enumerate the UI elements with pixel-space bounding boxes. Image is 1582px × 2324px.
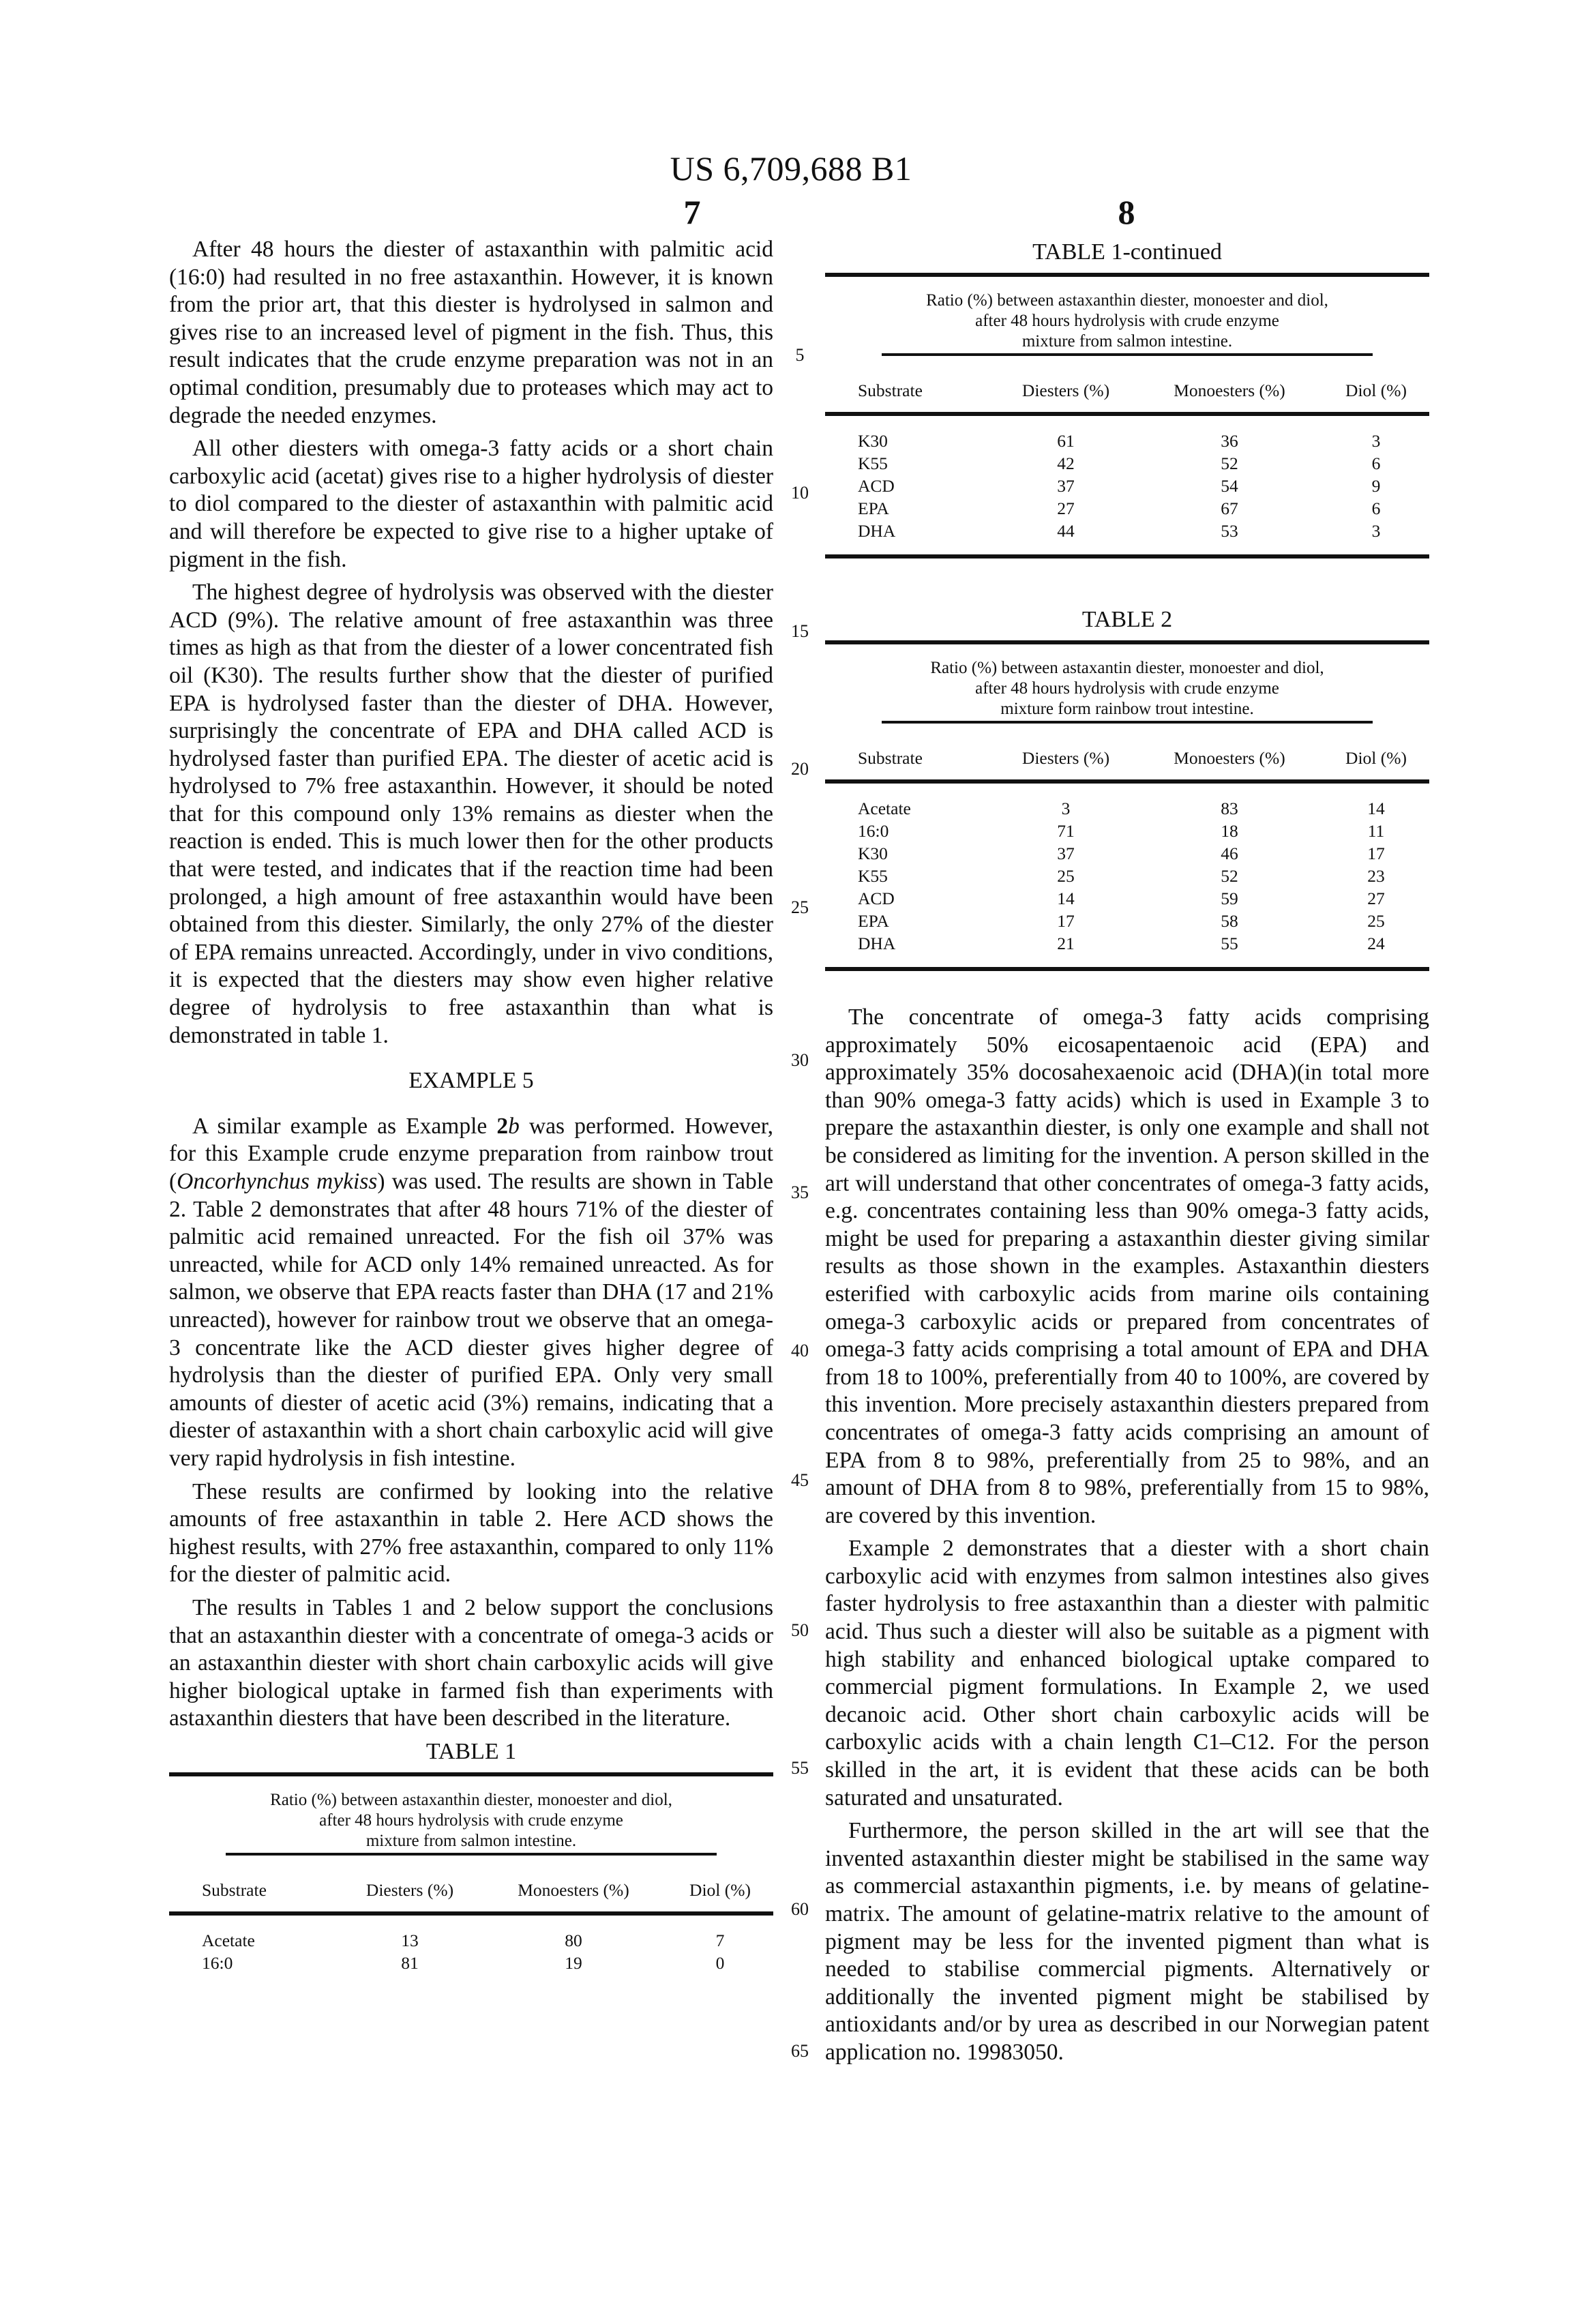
table-1 <box>169 1738 773 1986</box>
line-number: 15 <box>791 621 809 641</box>
value-cell: 61 <box>1057 431 1075 451</box>
value-cell: 0 <box>715 1952 725 1973</box>
substrate-cell: K55 <box>858 866 888 886</box>
substrate-cell: ACD <box>858 476 895 496</box>
value-cell: 3 <box>1061 799 1071 818</box>
value-cell: 7 <box>715 1930 725 1950</box>
value-cell: 59 <box>1221 889 1238 908</box>
substrate-cell: ACD <box>858 889 895 908</box>
line-number: 25 <box>791 897 809 917</box>
table-row <box>825 520 1429 542</box>
line-number: 45 <box>791 1470 809 1490</box>
value-cell: 14 <box>1057 889 1075 908</box>
table-row <box>825 865 1429 887</box>
value-cell: 83 <box>1221 799 1238 818</box>
value-cell: 13 <box>401 1930 419 1950</box>
table-caption: Ratio (%) between astaxanthin diester, monoester and diol, after 48 hours hydrolysis with crude enzyme mixture from salmon intestine. <box>926 291 1328 351</box>
right-column <box>825 236 1429 2072</box>
table-row <box>825 475 1429 497</box>
table-row <box>825 430 1429 452</box>
line-number: 60 <box>791 1899 809 1919</box>
table-row <box>825 497 1429 520</box>
table-body <box>825 416 1429 554</box>
value-cell: 71 <box>1057 821 1075 841</box>
substrate-cell: 16:0 <box>202 1952 233 1973</box>
line-number: 65 <box>791 2041 809 2061</box>
line-number: 20 <box>791 759 809 779</box>
paragraph: These results are confirmed by looking into the relative amounts of free astaxanthin in table 2. Here ACD shows the highest results, with 27% free astaxanthin, compared to only 11% for the diester of palmitic acid. <box>169 1478 773 1588</box>
value-cell: 18 <box>1221 821 1238 841</box>
value-cell: 21 <box>1057 934 1075 953</box>
value-cell: 6 <box>1371 453 1381 473</box>
table-row <box>825 820 1429 842</box>
table-title: TABLE 1 <box>426 1738 517 1764</box>
line-number: 30 <box>791 1050 809 1070</box>
value-cell: 25 <box>1367 911 1385 931</box>
table-header-row: Substrate Diesters (%) Monoesters (%) Diol (%) <box>202 1879 751 1900</box>
value-cell: 53 <box>1221 521 1238 541</box>
table-1-continued <box>825 239 1429 558</box>
example-paragraph: A similar example as Example 2b was performed. However, for this Example crude enzyme preparation from rainbow trout (Oncorhynchus mykiss) was used. The results are shown in Table 2. Table 2 demonstrates that after 48 hours 71% of the diester of palmitic acid remained unreacted. For the fish oil 37% was unreacted, while for ACD only 14% remained unreacted. As for salmon, we observe that EPA reacts faster than DHA (17 and 21% unreacted), however for rainbow trout we observe that an omega-3 concentrate like the ACD diester gives higher degree of hydrolysis than the diester of purified EPA. Only very small amounts of diester of acetic acid (3%) remains, indicating that a diester of astaxanthin with a short chain carboxylic acid will give very rapid hydrolysis in fish intestine. <box>169 1113 773 1471</box>
value-cell: 44 <box>1057 521 1075 541</box>
table-body <box>169 1916 773 1986</box>
paragraph: The results in Tables 1 and 2 below support the conclusions that an astaxanthin diester with a concentrate of omega-3 acids or an astaxanthin diester with short chain carboxylic acids will give higher biological uptake in farmed fish than experiments with astaxanthin diesters that have been described in the literature. <box>169 1594 773 1731</box>
substrate-cell: K30 <box>858 844 888 863</box>
table-row <box>825 797 1429 820</box>
substrate-cell: K55 <box>858 453 888 473</box>
line-number: 55 <box>791 1758 809 1778</box>
paragraph: All other diesters with omega-3 fatty acids or a short chain carboxylic acid (acetat) gives rise to a higher hydrolysis of diester to diol compared to the diester of astaxanthin with palmitic acid and will therefore be expected to give rise to a higher uptake of pigment in the fish. <box>169 436 773 572</box>
value-cell: 23 <box>1367 866 1385 886</box>
table-header-row: Substrate Diesters (%) Monoesters (%) Diol (%) <box>858 748 1407 768</box>
table-title: TABLE 1-continued <box>1032 239 1222 265</box>
patent-number: US 6,709,688 B1 <box>670 149 912 188</box>
value-cell: 52 <box>1221 866 1238 886</box>
value-cell: 3 <box>1371 431 1381 451</box>
line-number: 40 <box>791 1341 809 1360</box>
table-caption: Ratio (%) between astaxanthin diester, monoester and diol, after 48 hours hydrolysis with crude enzyme mixture from salmon intestine. <box>270 1790 672 1850</box>
value-cell: 3 <box>1371 521 1381 541</box>
value-cell: 17 <box>1367 844 1385 863</box>
value-cell: 52 <box>1221 453 1238 473</box>
value-cell: 54 <box>1221 476 1238 496</box>
table-title: TABLE 2 <box>1081 607 1173 632</box>
table-row <box>169 1929 773 1952</box>
value-cell: 24 <box>1367 934 1385 953</box>
table-row <box>169 1952 773 1974</box>
paragraph: Furthermore, the person skilled in the art will see that the invented astaxanthin diester might be stabilised in the same way as commercial astaxanthin pigments, i.e. by means of gelatine-matrix. The amount of gelatine-matrix relative to the amount of pigment may be less for the invented pigment than what is needed to stabilise commercial pigments. Alternatively or additionally the invented pigment might be stabilised by antioxidants and/or by urea as described in our Norwegian patent application no. 19983050. <box>825 1818 1429 2065</box>
value-cell: 19 <box>565 1952 582 1973</box>
table-caption: Ratio (%) between astaxantin diester, monoester and diol, after 48 hours hydrolysis with crude enzyme mixture form rainbow trout intestine. <box>930 659 1324 718</box>
line-number: 10 <box>791 483 809 503</box>
value-cell: 42 <box>1057 453 1075 473</box>
value-cell: 9 <box>1371 476 1381 496</box>
table-header-row: Substrate Diesters (%) Monoesters (%) Diol (%) <box>858 381 1407 400</box>
left-column-number: 7 <box>683 193 701 231</box>
value-cell: 81 <box>401 1952 419 1973</box>
value-cell: 14 <box>1367 799 1385 818</box>
line-number: 50 <box>791 1620 809 1640</box>
value-cell: 37 <box>1057 844 1075 863</box>
species-name: Oncorhynchus mykiss <box>177 1169 378 1194</box>
table-row <box>825 932 1429 955</box>
table-body <box>825 784 1429 967</box>
example-heading: EXAMPLE 5 <box>408 1068 534 1094</box>
substrate-cell: DHA <box>858 934 896 953</box>
value-cell: 6 <box>1371 498 1381 518</box>
paragraph: Example 2 demonstrates that a diester with a short chain carboxylic acid with enzymes from salmon intestines also gives faster hydrolysis to free astaxanthin than a diester with palmitic acid. Thus such a diester will also be suitable as a pigment with high stability and enhanced biological uptake compared to commercial pigment formulations. In Example 2, we used decanoic acid. Other short chain carboxylic acids will be carboxylic acids with a chain length C1–C12. For the person skilled in the art, it is evident that these acids can be both saturated and unsaturated. <box>825 1536 1429 1811</box>
substrate-cell: K30 <box>858 431 888 451</box>
substrate-cell: EPA <box>858 498 889 518</box>
table-row <box>825 452 1429 475</box>
value-cell: 27 <box>1367 889 1385 908</box>
value-cell: 37 <box>1057 476 1075 496</box>
value-cell: 46 <box>1221 844 1238 863</box>
value-cell: 25 <box>1057 866 1075 886</box>
value-cell: 36 <box>1221 431 1238 451</box>
value-cell: 17 <box>1057 911 1075 931</box>
substrate-cell: DHA <box>858 521 896 541</box>
right-column-number: 8 <box>1118 193 1135 231</box>
table-row <box>825 910 1429 932</box>
left-column <box>169 236 773 1986</box>
line-number: 5 <box>795 345 805 365</box>
value-cell: 67 <box>1221 498 1238 518</box>
line-number: 35 <box>791 1182 809 1202</box>
substrate-cell: Acetate <box>202 1930 255 1950</box>
substrate-cell: EPA <box>858 911 889 931</box>
table-row <box>825 887 1429 910</box>
paragraph: After 48 hours the diester of astaxanthin with palmitic acid (16:0) had resulted in no free astaxanthin. However, it is known from the prior art, that this diester is hydrolysed in salmon and gives rise to an increased level of pigment in the fish. Thus, this result indicates that the crude enzyme preparation was not in an optimal condition, presumably due to proteases which may act to degrade the needed enzymes. <box>169 237 773 428</box>
substrate-cell: Acetate <box>858 799 911 818</box>
substrate-cell: 16:0 <box>858 821 889 841</box>
value-cell: 58 <box>1221 911 1238 931</box>
table-row <box>825 842 1429 865</box>
value-cell: 11 <box>1367 821 1385 841</box>
value-cell: 27 <box>1057 498 1075 518</box>
table-2 <box>825 606 1429 971</box>
paragraph: The highest degree of hydrolysis was observed with the diester ACD (9%). The relative amount of free astaxanthin was three times as high as that from the diester of a lower concentrated fish oil (K30). The results further show that the diester of purified EPA is hydrolysed faster than the diester of DHA. However, surprisingly the concentrate of EPA and DHA called ACD is hydrolysed faster than purified EPA. The diester of acetic acid is hydrolysed to 7% free astaxanthin. However, it should be noted that for this compound only 13% remains as diester when the reaction is ended. This is much lower then for the other products that were tested, and indicates that if the reaction time had been prolonged, a high amount of free astaxanthin would have been obtained from this diester. Similarly, the only 27% of the diester of EPA remains unreacted. Accordingly, under in vivo conditions, it is expected that the diesters may show even higher relative degree of hydrolysis to free astaxanthin than what is demonstrated in table 1. <box>169 580 773 1048</box>
value-cell: 55 <box>1221 934 1238 953</box>
value-cell: 80 <box>565 1930 582 1950</box>
paragraph: The concentrate of omega-3 fatty acids comprising approximately 50% eicosapentaenoic acid (EPA) and approximately 35% docosahexaenoic acid (DHA)(in total more than 90% omega-3 fatty acids) which is used in Example 3 to prepare the astaxanthin diester, is only one example and shall not be considered as limiting for the invention. A person skilled in the art will understand that other concentrates of omega-3 fatty acids, e.g. concentrates containing less than 90% omega-3 fatty acids, might be used for preparing a astaxanthin diester giving similar results as those shown in the examples. Astaxanthin diesters esterified with carboxylic acids from marine oils containing omega-3 carboxylic acids or prepared from concentrates of omega-3 fatty acids comprising a total amount of EPA and DHA from 18 to 100%, preferentially from 40 to 100%, are covered by this invention. More precisely astaxanthin diesters prepared from concentrates of omega-3 fatty acids comprising an amount of EPA from 8 to 98%, preferentially from 25 to 98%, and an amount of DHA from 8 to 98%, preferentially from 15 to 98%, are covered by this invention. <box>825 1004 1429 1528</box>
